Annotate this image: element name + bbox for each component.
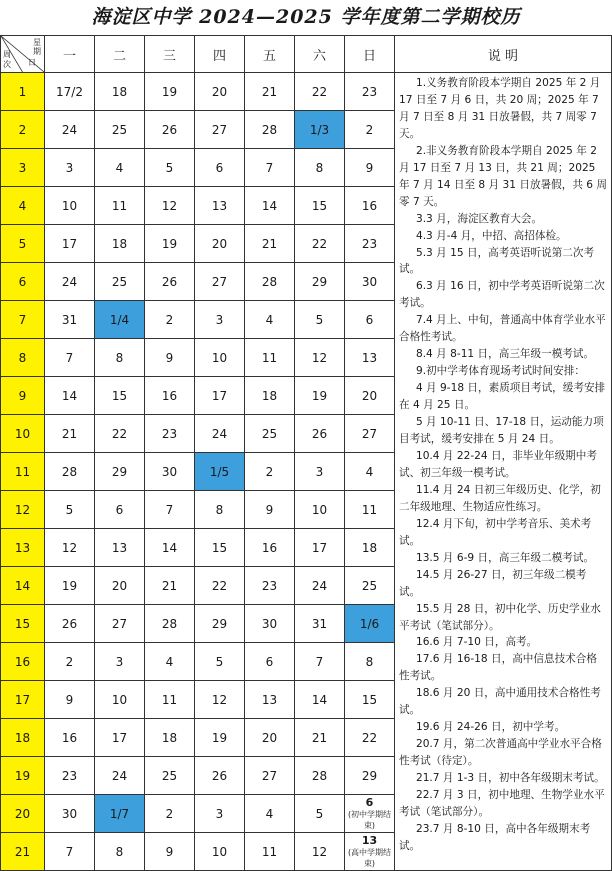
date-cell: 13 — [245, 681, 295, 719]
date-cell: 10 — [95, 681, 145, 719]
date-cell: 6 — [345, 301, 395, 339]
date-cell: 9 — [45, 681, 95, 719]
date-cell: 25 — [245, 415, 295, 453]
date-cell: 29 — [95, 453, 145, 491]
date-cell: 3 — [195, 795, 245, 833]
date-cell: 8 — [295, 149, 345, 187]
date-cell: 30 — [245, 605, 295, 643]
date-cell: 18 — [95, 225, 145, 263]
date-cell: 2 — [45, 643, 95, 681]
header-row — [1, 36, 612, 73]
date-cell: 9 — [145, 339, 195, 377]
date-cell: 22 — [195, 567, 245, 605]
date-cell: 15 — [95, 377, 145, 415]
date-cell: 19 — [45, 567, 95, 605]
date-cell: 30 — [345, 263, 395, 301]
date-cell: 22 — [295, 73, 345, 111]
date-cell: 8 — [95, 833, 145, 871]
date-cell: 6 — [245, 643, 295, 681]
note-item: 1.义务教育阶段本学期自 2025 年 2 月 17 日至 7 月 6 日，共 20 周；2025 年 7 月 7 日至 8 月 31 日放暑假，共 7 周零 7 天。 — [399, 77, 601, 140]
date-cell: 28 — [245, 263, 295, 301]
day-header-sun: 日 — [345, 36, 395, 73]
date-cell: 16 — [345, 187, 395, 225]
day-header-thu: 四 — [195, 36, 245, 73]
date-cell: 2 — [245, 453, 295, 491]
date-cell: 4 — [345, 453, 395, 491]
date-cell: 19 — [295, 377, 345, 415]
date-cell: 13 — [345, 339, 395, 377]
corner-label-ci: 次 — [3, 60, 11, 69]
date-cell: 11 — [245, 833, 295, 871]
date-cell: 25 — [145, 757, 195, 795]
date-cell: 25 — [95, 263, 145, 301]
date-cell: 12 — [195, 681, 245, 719]
date-cell: 2 — [145, 301, 195, 339]
month-start-cell: 1/4 — [95, 301, 145, 339]
date-cell: 13 — [195, 187, 245, 225]
note-item: 5.3 月 15 日，高考英语听说第二次考试。 — [399, 246, 595, 276]
date-cell: 26 — [295, 415, 345, 453]
date-cell: 11 — [345, 491, 395, 529]
date-cell: 16 — [245, 529, 295, 567]
date-value: 6 — [365, 795, 374, 809]
date-cell: 29 — [345, 757, 395, 795]
date-cell: 7 — [45, 339, 95, 377]
date-cell: 12 — [295, 833, 345, 871]
date-cell: 22 — [95, 415, 145, 453]
note-item: 6.3 月 16 日，初中学考英语听说第二次考试。 — [399, 280, 605, 310]
date-cell: 12 — [295, 339, 345, 377]
date-cell: 27 — [95, 605, 145, 643]
note-item: 15.5 月 28 日，初中化学、历史学业水平考试（笔试部分）。 — [399, 602, 601, 632]
note-item: 4 月 9-18 日，素质项目考试，缓考安排在 4 月 25 日。 — [399, 382, 606, 412]
date-cell: 14 — [245, 187, 295, 225]
date-cell: 13 — [95, 529, 145, 567]
date-cell: 17 — [95, 719, 145, 757]
date-cell: 22 — [345, 719, 395, 757]
date-cell: 25 — [345, 567, 395, 605]
date-cell: 14 — [145, 529, 195, 567]
date-cell: 23 — [245, 567, 295, 605]
day-header-tue: 二 — [95, 36, 145, 73]
calendar-table — [0, 35, 612, 871]
date-cell: 20 — [245, 719, 295, 757]
date-cell: 7 — [245, 149, 295, 187]
date-cell: 27 — [345, 415, 395, 453]
date-cell: 5 — [295, 795, 345, 833]
term-end-note: (高中学期结束) — [347, 847, 392, 868]
date-cell: 27 — [195, 263, 245, 301]
day-header-fri: 五 — [245, 36, 295, 73]
date-cell: 26 — [145, 263, 195, 301]
date-cell: 4 — [245, 301, 295, 339]
week-number: 9 — [1, 377, 45, 415]
corner-header — [1, 36, 45, 73]
date-cell: 31 — [295, 605, 345, 643]
date-cell: 7 — [45, 833, 95, 871]
note-item: 8.4 月 8-11 日，高三年级一模考试。 — [415, 348, 595, 361]
date-cell: 8 — [195, 491, 245, 529]
date-cell: 28 — [145, 605, 195, 643]
date-cell: 19 — [145, 73, 195, 111]
date-cell: 21 — [245, 73, 295, 111]
date-cell: 5 — [45, 491, 95, 529]
date-cell: 22 — [295, 225, 345, 263]
date-cell: 17/2 — [45, 73, 95, 111]
date-cell: 19 — [195, 719, 245, 757]
day-header-wed: 三 — [145, 36, 195, 73]
date-cell: 21 — [45, 415, 95, 453]
date-value: 13 — [361, 833, 378, 847]
date-cell: 21 — [295, 719, 345, 757]
note-item: 14.5 月 26-27 日，初三年级二模考试。 — [399, 568, 587, 598]
week-number: 3 — [1, 149, 45, 187]
date-cell: 10 — [195, 833, 245, 871]
date-cell: 3 — [45, 149, 95, 187]
date-cell: 6 — [195, 149, 245, 187]
note-item: 19.6 月 24-26 日，初中学考。 — [415, 721, 566, 734]
date-cell: 4 — [245, 795, 295, 833]
note-item: 20.7 月，第二次普通高中学业水平合格性考试（待定）。 — [399, 738, 602, 768]
date-cell: 4 — [95, 149, 145, 187]
date-cell: 18 — [345, 529, 395, 567]
date-cell: 21 — [245, 225, 295, 263]
week-number: 19 — [1, 757, 45, 795]
date-cell: 28 — [245, 111, 295, 149]
date-cell: 30 — [45, 795, 95, 833]
date-cell: 10 — [195, 339, 245, 377]
notes-panel — [395, 73, 612, 871]
date-cell: 28 — [45, 453, 95, 491]
note-item: 16.6 月 7-10 日，高考。 — [415, 636, 538, 649]
date-cell: 24 — [295, 567, 345, 605]
date-cell: 24 — [45, 111, 95, 149]
date-cell: 3 — [95, 643, 145, 681]
date-cell: 17 — [295, 529, 345, 567]
term-end-note: (初中学期结束) — [347, 809, 392, 830]
date-cell: 24 — [95, 757, 145, 795]
month-start-cell: 1/3 — [295, 111, 345, 149]
date-cell: 2 — [145, 795, 195, 833]
week-number: 10 — [1, 415, 45, 453]
week-number: 6 — [1, 263, 45, 301]
date-cell: 10 — [45, 187, 95, 225]
date-cell: 10 — [295, 491, 345, 529]
note-item: 13.5 月 6-9 日，高三年级二模考试。 — [415, 551, 595, 564]
date-cell: 7 — [295, 643, 345, 681]
date-cell: 18 — [145, 719, 195, 757]
date-cell: 11 — [245, 339, 295, 377]
date-cell: 20 — [95, 567, 145, 605]
week-number: 13 — [1, 529, 45, 567]
date-cell: 17 — [45, 225, 95, 263]
note-item: 2.非义务教育阶段本学期自 2025 年 2 月 17 日至 7 月 13 日，共 21 周；2025 年 7 月 14 日至 8 月 31 日放暑假，共 6 周零 7 天。 — [399, 144, 607, 208]
date-cell: 24 — [195, 415, 245, 453]
month-start-cell: 1/5 — [195, 453, 245, 491]
date-cell: 20 — [195, 73, 245, 111]
date-cell: 5 — [195, 643, 245, 681]
date-cell: 15 — [295, 187, 345, 225]
week-number: 15 — [1, 605, 45, 643]
week-number: 4 — [1, 187, 45, 225]
date-cell: 6 — [95, 491, 145, 529]
date-cell: 25 — [95, 111, 145, 149]
date-cell: 23 — [345, 73, 395, 111]
week-number: 11 — [1, 453, 45, 491]
date-cell: 9 — [245, 491, 295, 529]
date-cell: 8 — [95, 339, 145, 377]
date-cell: 29 — [295, 263, 345, 301]
corner-label-zhou: 周 — [3, 50, 11, 59]
date-cell: 15 — [195, 529, 245, 567]
date-cell: 5 — [145, 149, 195, 187]
date-cell: 21 — [145, 567, 195, 605]
date-cell: 27 — [195, 111, 245, 149]
date-cell: 29 — [195, 605, 245, 643]
note-item: 10.4 月 22-24 日，非毕业年级期中考试、初三年级一模考试。 — [399, 449, 597, 479]
week-number: 18 — [1, 719, 45, 757]
note-item: 22.7 月 3 日，初中地理、生物学业水平考试（笔试部分）。 — [399, 789, 605, 818]
notes-header: 说 明 — [395, 36, 612, 73]
date-cell: 11 — [95, 187, 145, 225]
note-item: 18.6 月 20 日，高中通用技术合格性考试。 — [399, 687, 601, 717]
date-cell: 26 — [195, 757, 245, 795]
date-cell: 23 — [145, 415, 195, 453]
date-cell: 16 — [145, 377, 195, 415]
date-cell: 18 — [95, 73, 145, 111]
date-cell: 11 — [145, 681, 195, 719]
date-cell: 30 — [145, 453, 195, 491]
note-item: 21.7 月 1-3 日，初中各年级期末考试。 — [415, 772, 605, 785]
week-number: 12 — [1, 491, 45, 529]
date-cell: 26 — [45, 605, 95, 643]
date-cell: 12 — [45, 529, 95, 567]
corner-label-xing: 星 — [33, 38, 41, 47]
date-cell: 14 — [45, 377, 95, 415]
page-title: 海淀区中学 2024—2025 学年度第二学期校历 — [91, 6, 521, 28]
date-cell: 5 — [295, 301, 345, 339]
date-cell: 8 — [345, 643, 395, 681]
note-item: 11.4 月 24 日初三年级历史、化学，初二年级地理、生物适应性练习。 — [399, 483, 601, 513]
week-row — [1, 73, 612, 111]
week-number: 2 — [1, 111, 45, 149]
date-cell: 26 — [145, 111, 195, 149]
note-item: 7.4 月上、中旬，普通高中体育学业水平合格性考试。 — [399, 314, 606, 344]
date-cell — [345, 795, 395, 833]
date-cell — [345, 833, 395, 871]
date-cell: 9 — [345, 149, 395, 187]
date-cell: 14 — [295, 681, 345, 719]
date-cell: 3 — [195, 301, 245, 339]
date-cell: 18 — [245, 377, 295, 415]
week-number: 14 — [1, 567, 45, 605]
date-cell: 15 — [345, 681, 395, 719]
date-cell: 23 — [45, 757, 95, 795]
note-item: 9.初中学考体育现场考试时间安排： — [415, 365, 585, 378]
corner-label-qi: 期 — [33, 47, 41, 56]
date-cell: 3 — [295, 453, 345, 491]
calendar-body — [1, 73, 612, 871]
week-number: 5 — [1, 225, 45, 263]
note-item: 23.7 月 8-10 日，高中各年级期末考试。 — [399, 822, 591, 852]
week-number: 7 — [1, 301, 45, 339]
date-cell: 27 — [245, 757, 295, 795]
week-number: 1 — [1, 73, 45, 111]
month-start-cell: 1/6 — [345, 605, 395, 643]
date-cell: 28 — [295, 757, 345, 795]
date-cell: 7 — [145, 491, 195, 529]
note-item: 3.3 月，海淀区教育大会。 — [415, 212, 543, 225]
week-number: 21 — [1, 833, 45, 871]
date-cell: 19 — [145, 225, 195, 263]
date-cell: 12 — [145, 187, 195, 225]
date-cell: 20 — [195, 225, 245, 263]
date-cell: 31 — [45, 301, 95, 339]
month-start-cell: 1/7 — [95, 795, 145, 833]
date-cell: 20 — [345, 377, 395, 415]
day-header-mon: 一 — [45, 36, 95, 73]
week-number: 8 — [1, 339, 45, 377]
date-cell: 4 — [145, 643, 195, 681]
date-cell: 2 — [345, 111, 395, 149]
date-cell: 24 — [45, 263, 95, 301]
date-cell: 16 — [45, 719, 95, 757]
week-number: 20 — [1, 795, 45, 833]
date-cell: 23 — [345, 225, 395, 263]
week-number: 17 — [1, 681, 45, 719]
day-header-sat: 六 — [295, 36, 345, 73]
note-item: 12.4 月下旬，初中学考音乐、美术考试。 — [399, 517, 592, 547]
note-item: 17.6 月 16-18 日，高中信息技术合格性考试。 — [399, 653, 597, 683]
date-cell: 17 — [195, 377, 245, 415]
week-number: 16 — [1, 643, 45, 681]
note-item: 4.3 月-4 月，中招、高招体检。 — [415, 229, 567, 242]
corner-label-ri: 日 — [28, 58, 36, 67]
date-cell: 9 — [145, 833, 195, 871]
note-item: 5 月 10-11 日、17-18 日，运动能力项目考试，缓考安排在 5 月 24 日。 — [399, 416, 604, 446]
